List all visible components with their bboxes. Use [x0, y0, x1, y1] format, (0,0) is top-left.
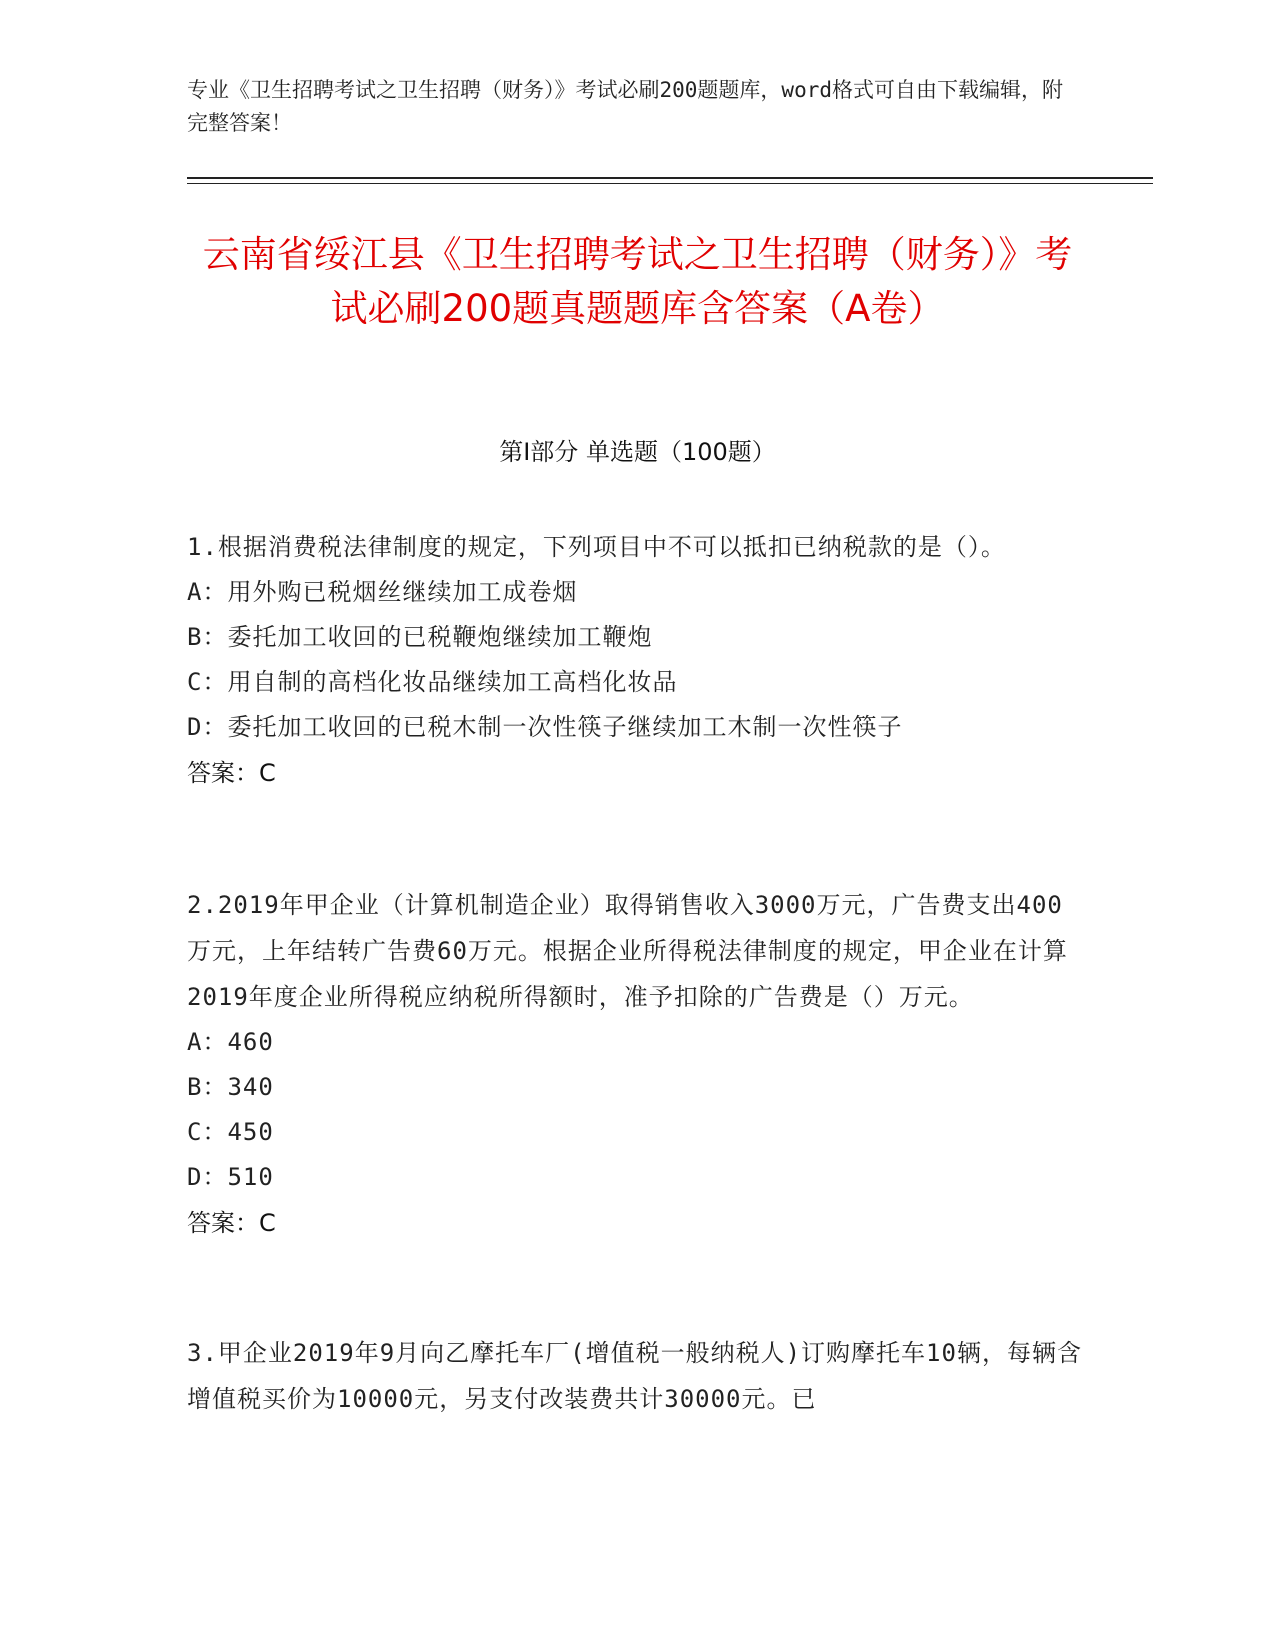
- question-text: 1.根据消费税法律制度的规定，下列项目中不可以抵扣已纳税款的是（）。: [187, 533, 1006, 561]
- section-heading: 第Ⅰ部分 单选题（100题）: [499, 438, 776, 466]
- question-text: 3.甲企业2019年9月向乙摩托车厂(增值税一般纳税人)订购摩托车10辆，每辆含增值税买价为10000元，另支付改装费共计30000元。已: [187, 1339, 1082, 1413]
- answer: 答案：C: [187, 759, 276, 787]
- header-note: 专业《卫生招聘考试之卫生招聘（财务）》考试必刷200题题库，word格式可自由下载编辑，附完整答案！: [187, 78, 1063, 135]
- option-a: A：460: [187, 1028, 274, 1056]
- answer: 答案：C: [187, 1209, 276, 1237]
- option-a: A：用外购已税烟丝继续加工成卷烟: [187, 578, 578, 606]
- option-d: D：510: [187, 1163, 274, 1191]
- question-text: 2.2019年甲企业（计算机制造企业）取得销售收入3000万元，广告费支出400万元，上年结转广告费60万元。根据企业所得税法律制度的规定，甲企业在计算2019年度企业所得税应纳税所得额时，准予扣除的广告费是（）万元。: [187, 891, 1068, 1011]
- question-1: [187, 524, 1082, 796]
- document-title: 云南省绥江县《卫生招聘考试之卫生招聘（财务）》考试必刷200题真题题库含答案（A卷）: [202, 233, 1073, 330]
- option-c: C：用自制的高档化妆品继续加工高档化妆品: [187, 668, 678, 696]
- option-b: B：340: [187, 1073, 274, 1101]
- question-2: [187, 882, 1082, 1246]
- option-c: C：450: [187, 1118, 274, 1146]
- question-3: [187, 1330, 1082, 1422]
- header-divider-thick: [187, 177, 1153, 179]
- header-divider-thin: [187, 183, 1153, 184]
- option-b: B：委托加工收回的已税鞭炮继续加工鞭炮: [187, 623, 653, 651]
- option-d: D：委托加工收回的已税木制一次性筷子继续加工木制一次性筷子: [187, 713, 903, 741]
